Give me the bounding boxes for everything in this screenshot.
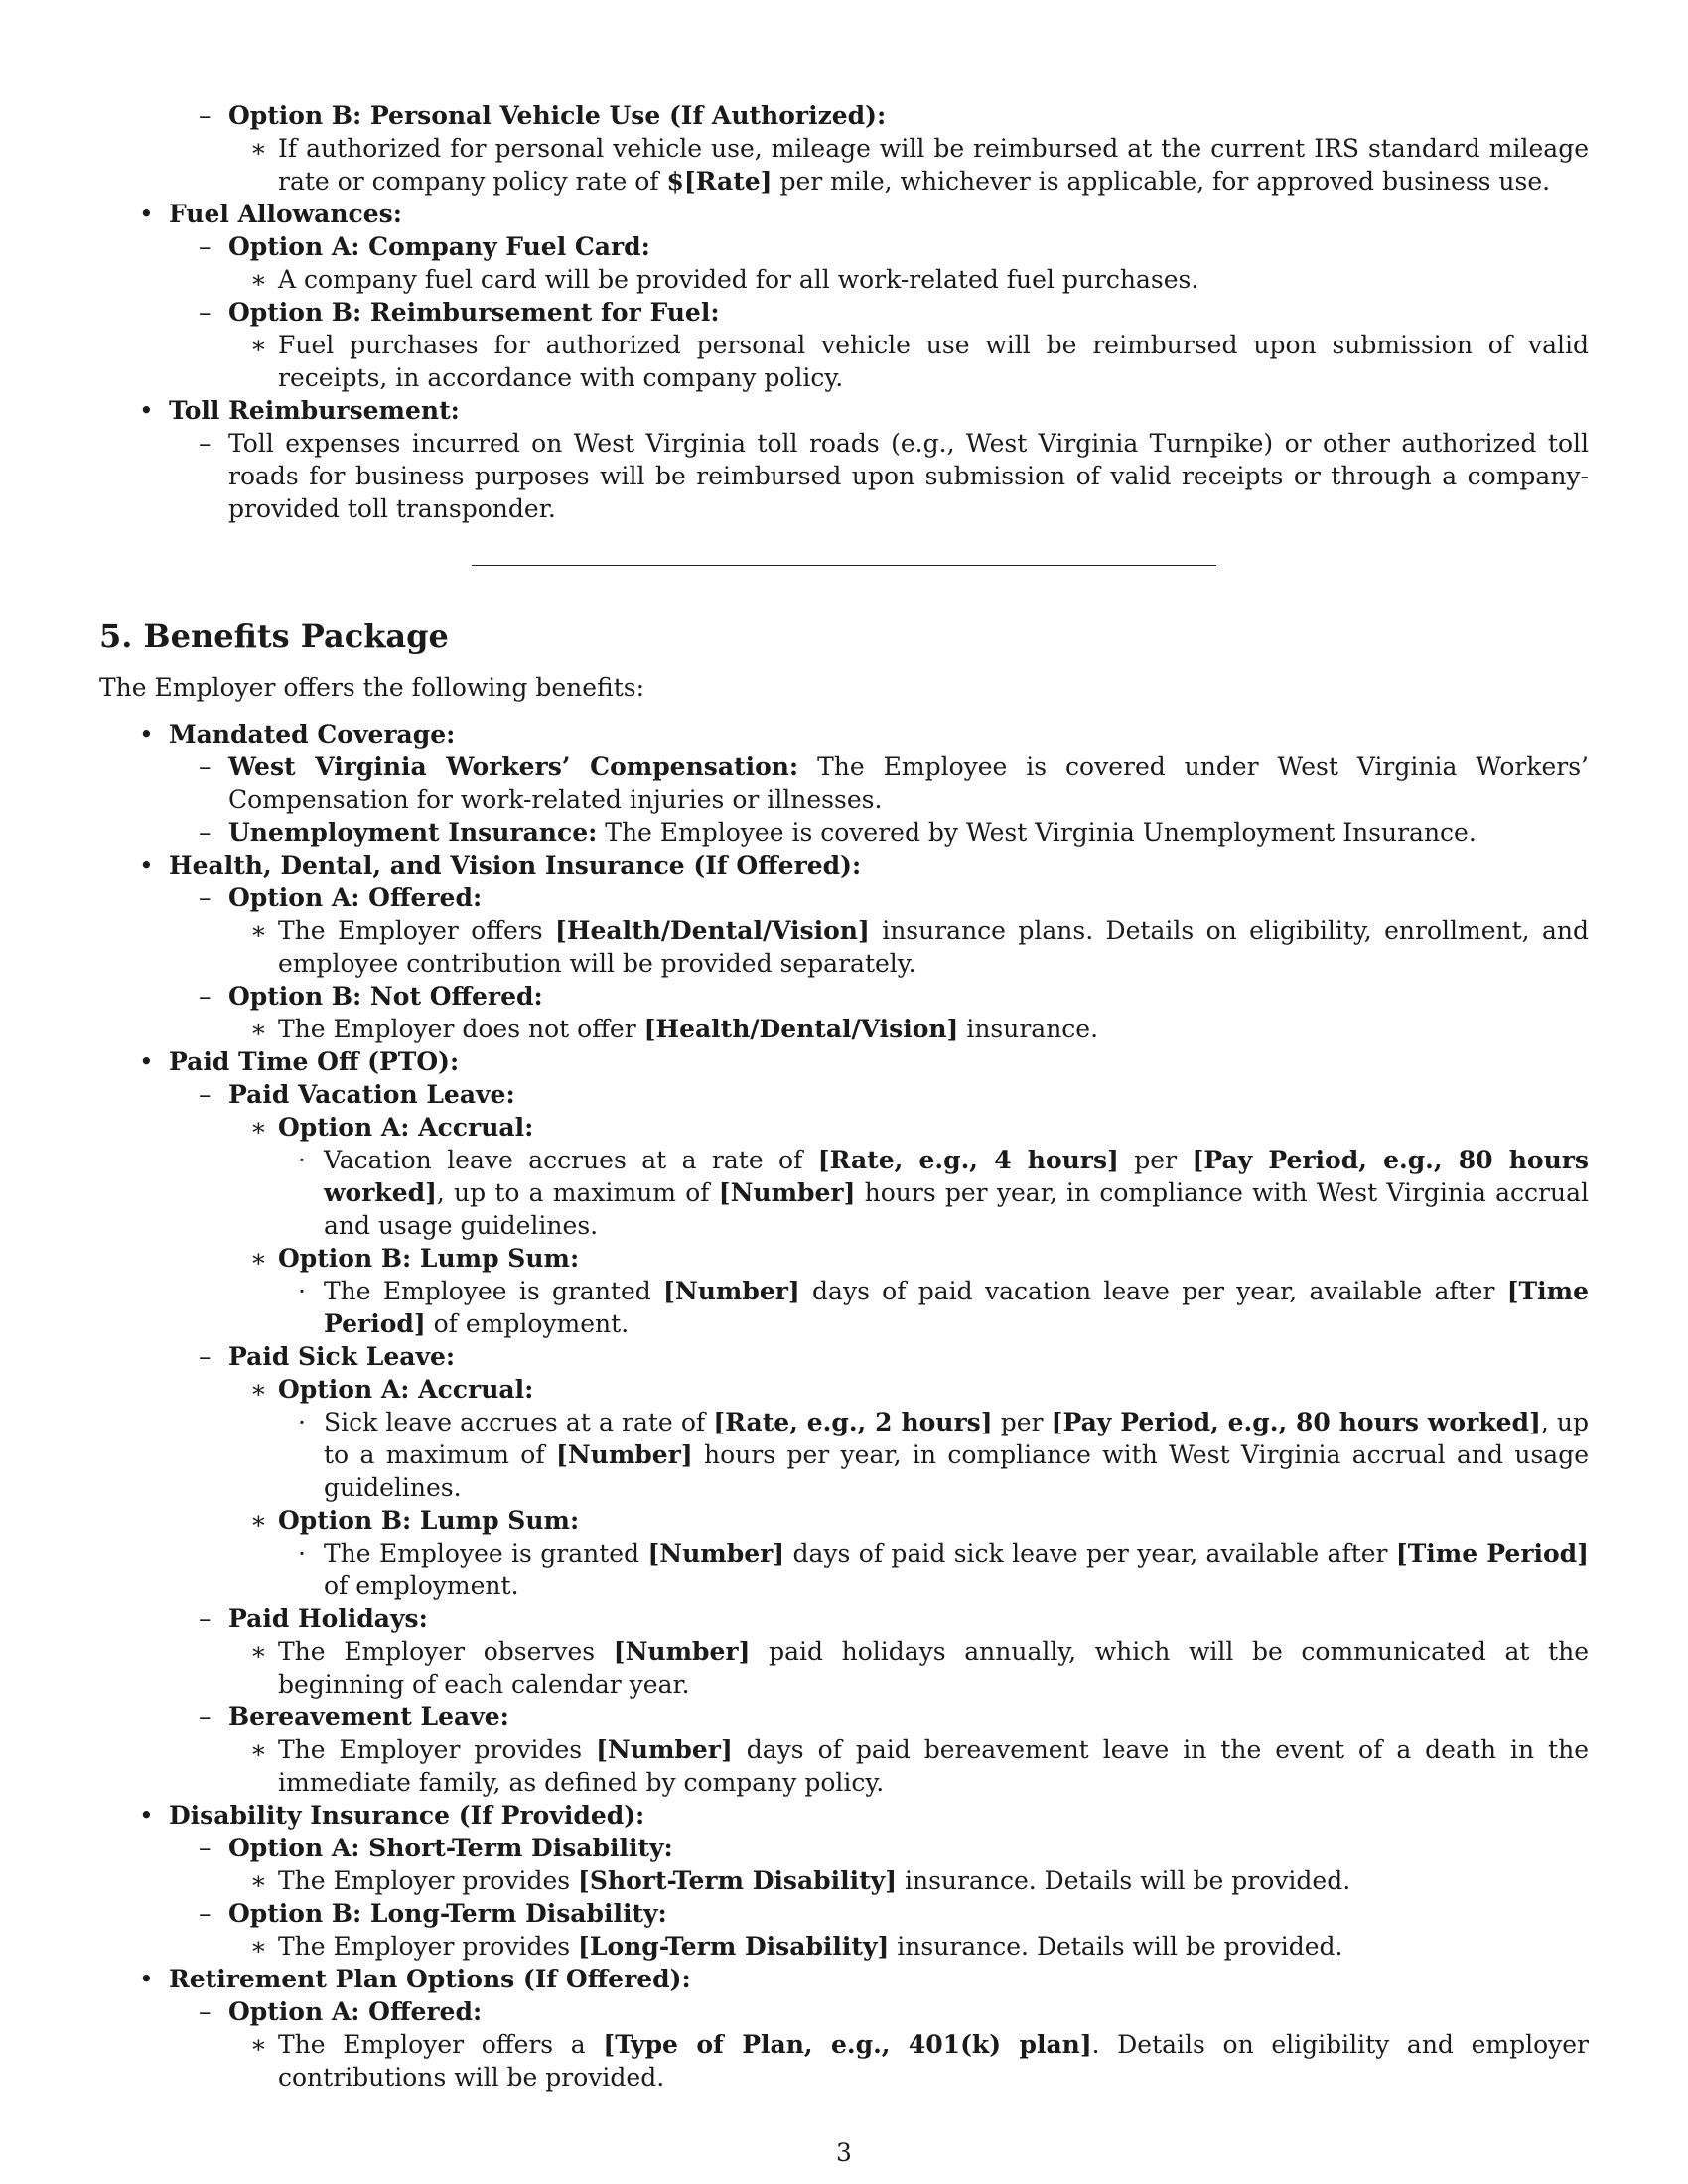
star-marker: ∗ xyxy=(250,265,267,294)
label: Unemployment Insurance: xyxy=(228,818,598,847)
text: The Employer provides xyxy=(278,1866,579,1895)
option-label: Option A: Short-Term Disability: xyxy=(228,1834,673,1862)
vacation-option-b xyxy=(99,1242,1589,1275)
placeholder: [Number] xyxy=(555,1440,693,1469)
star-marker: ∗ xyxy=(250,1244,267,1273)
paid-time-off xyxy=(99,1045,1589,1078)
disability-option-a-text xyxy=(99,1864,1589,1897)
dash-marker: – xyxy=(199,818,211,847)
text: hours per year, in compliance with West Virginia accrual and usage guidelines. xyxy=(324,1178,1589,1240)
text: The Employer provides xyxy=(278,1932,579,1961)
fuel-option-a xyxy=(99,230,1589,263)
option-label: Option B: Reimbursement for Fuel: xyxy=(228,298,720,327)
text: Fuel purchases for authorized personal vehicle use will be reimbursed upon submission of valid receipts, in accordance with company policy. xyxy=(278,331,1589,392)
star-marker: ∗ xyxy=(250,1735,267,1764)
horizontal-rule xyxy=(472,565,1216,566)
option-b-personal-vehicle xyxy=(99,99,1589,132)
option-label: Option B: Lump Sum: xyxy=(278,1244,580,1273)
fuel-option-b xyxy=(99,296,1589,329)
text: hours per year, in compliance with West Virginia accrual and usage guidelines. xyxy=(324,1440,1590,1502)
text: days of paid bereavement leave in the event of a death in the immediate family, as defined by company policy. xyxy=(278,1735,1589,1797)
toll-reimbursement-text xyxy=(99,427,1589,525)
text: The Employee is granted xyxy=(324,1539,648,1568)
placeholder: [Health/Dental/Vision] xyxy=(643,1015,959,1043)
star-marker: ∗ xyxy=(250,1866,267,1895)
bullet-marker: • xyxy=(139,1801,154,1830)
sick-option-a xyxy=(99,1373,1589,1406)
text: The Employee is covered by West Virginia Unemployment Insurance. xyxy=(597,818,1477,847)
option-label: Option B: Long-Term Disability: xyxy=(228,1899,667,1928)
toll-reimbursement xyxy=(99,394,1589,427)
star-marker: ∗ xyxy=(250,134,267,163)
bullet-marker: • xyxy=(139,1965,154,1993)
placeholder: [Number] xyxy=(596,1735,733,1764)
mandated-coverage xyxy=(99,718,1589,751)
option-label: Option A: Offered: xyxy=(228,1997,483,2026)
sick-leave xyxy=(99,1340,1589,1373)
text: The Employer offers a xyxy=(278,2030,604,2059)
option-label: Paid Holidays: xyxy=(228,1604,428,1633)
star-marker: ∗ xyxy=(250,1506,267,1535)
dash-marker: – xyxy=(199,1604,211,1633)
vacation-leave xyxy=(99,1078,1589,1111)
text: insurance. Details will be provided. xyxy=(897,1866,1351,1895)
fuel-allowances xyxy=(99,198,1589,230)
bullet-marker: • xyxy=(139,1047,154,1076)
bullet-marker: • xyxy=(139,851,154,880)
disability-option-b-text xyxy=(99,1930,1589,1963)
health-option-a xyxy=(99,882,1589,914)
text: Vacation leave accrues at a rate of xyxy=(324,1146,818,1174)
dash-marker: – xyxy=(199,1080,211,1109)
star-marker: ∗ xyxy=(250,2030,267,2059)
option-label: Option B: Not Offered: xyxy=(228,982,543,1011)
text: The Employer does not offer xyxy=(278,1015,644,1043)
dash-marker: – xyxy=(199,1997,211,2026)
bullet-marker: • xyxy=(139,720,154,749)
vacation-option-a-text xyxy=(99,1144,1589,1242)
placeholder: [Type of Plan, e.g., 401(k) plan] xyxy=(603,2030,1092,2059)
item-title: Fuel Allowances: xyxy=(169,200,402,228)
option-label: Option A: Offered: xyxy=(228,884,483,912)
placeholder: [Short-Term Disability] xyxy=(578,1866,898,1895)
option-label: Option B: Lump Sum: xyxy=(278,1506,580,1535)
text: of employment. xyxy=(324,1571,519,1600)
disability-insurance xyxy=(99,1799,1589,1832)
text: The Employer observes xyxy=(278,1637,614,1666)
page-number: 3 xyxy=(836,2138,852,2167)
disability-option-a xyxy=(99,1832,1589,1864)
bullet-marker: • xyxy=(139,396,154,425)
option-b-personal-vehicle-text xyxy=(99,132,1589,198)
placeholder: [Number] xyxy=(718,1178,856,1207)
option-label: Option B: Personal Vehicle Use (If Authorized): xyxy=(228,101,887,130)
document-page xyxy=(99,99,1589,2094)
sick-option-a-text xyxy=(99,1406,1589,1504)
placeholder: [Pay Period, e.g., 80 hours worked] xyxy=(324,1146,1590,1207)
text: If authorized for personal vehicle use, mileage will be reimbursed at the current IRS standard mileage rate or company policy rate of xyxy=(278,134,1589,196)
bullet-marker: • xyxy=(139,200,154,228)
bereavement-leave-text xyxy=(99,1733,1589,1799)
dash-marker: – xyxy=(199,1834,211,1862)
dash-marker: – xyxy=(199,1899,211,1928)
dash-marker: – xyxy=(199,884,211,912)
text: A company fuel card will be provided for all work-related fuel purchases. xyxy=(278,265,1199,294)
star-marker: ∗ xyxy=(250,331,267,359)
vacation-option-b-text xyxy=(99,1275,1589,1340)
option-label: Option A: Company Fuel Card: xyxy=(228,232,650,261)
placeholder: [Time Period] xyxy=(324,1277,1589,1338)
unemployment-insurance xyxy=(99,816,1589,849)
dot-marker: · xyxy=(298,1277,306,1305)
star-marker: ∗ xyxy=(250,1932,267,1961)
dot-marker: · xyxy=(298,1539,306,1568)
text: days of paid sick leave per year, available after xyxy=(784,1539,1396,1568)
text: per xyxy=(992,1408,1052,1436)
placeholder: [Rate, e.g., 2 hours] xyxy=(713,1408,993,1436)
placeholder: [Number] xyxy=(613,1637,751,1666)
text: days of paid vacation leave per year, available after xyxy=(799,1277,1507,1305)
placeholder: [Number] xyxy=(663,1277,800,1305)
text: per mile, whichever is applicable, for approved business use. xyxy=(772,167,1551,196)
text: insurance plans. Details on eligibility, enrollment, and employee contribution will be provided separately. xyxy=(278,916,1589,978)
option-label: Option A: Accrual: xyxy=(278,1113,534,1142)
star-marker: ∗ xyxy=(250,1637,267,1666)
placeholder: [Time Period] xyxy=(1395,1539,1589,1568)
item-title: Toll Reimbursement: xyxy=(169,396,460,425)
placeholder: [Health/Dental/Vision] xyxy=(555,916,870,945)
star-marker: ∗ xyxy=(250,1375,267,1404)
item-title: Health, Dental, and Vision Insurance (If Offered): xyxy=(169,851,862,880)
sick-option-b-text xyxy=(99,1537,1589,1602)
retirement-option-a-text xyxy=(99,2028,1589,2094)
text: per xyxy=(1118,1146,1193,1174)
dot-marker: · xyxy=(298,1408,306,1436)
bereavement-leave xyxy=(99,1701,1589,1733)
dash-marker: – xyxy=(199,1703,211,1731)
text: The Employer provides xyxy=(278,1735,597,1764)
dot-marker: · xyxy=(298,1146,306,1174)
health-option-b xyxy=(99,980,1589,1013)
placeholder: [Long-Term Disability] xyxy=(578,1932,890,1961)
dash-marker: – xyxy=(199,232,211,261)
star-marker: ∗ xyxy=(250,916,267,945)
text: The Employee is granted xyxy=(324,1277,664,1305)
text: The Employer offers xyxy=(278,916,556,945)
health-insurance xyxy=(99,849,1589,882)
text: , up to a maximum of xyxy=(324,1408,1590,1469)
star-marker: ∗ xyxy=(250,1113,267,1142)
item-title: Mandated Coverage: xyxy=(169,720,456,749)
item-title: Paid Time Off (PTO): xyxy=(169,1047,460,1076)
vacation-option-a xyxy=(99,1111,1589,1144)
option-label: Bereavement Leave: xyxy=(228,1703,509,1731)
dash-marker: – xyxy=(199,429,211,458)
health-option-a-text xyxy=(99,914,1589,980)
dash-marker: – xyxy=(199,1342,211,1371)
dash-marker: – xyxy=(199,982,211,1011)
text: The Employee is covered under West Virginia Workers’ Compensation for work-related injuries or illnesses. xyxy=(228,752,1589,814)
option-label: Paid Sick Leave: xyxy=(228,1342,456,1371)
text: , up to a maximum of xyxy=(436,1178,719,1207)
workers-comp xyxy=(99,751,1589,816)
text: . Details on eligibility and employer contributions will be provided. xyxy=(278,2030,1590,2092)
placeholder: $[Rate] xyxy=(666,167,773,196)
option-label: Paid Vacation Leave: xyxy=(228,1080,515,1109)
retirement-plan xyxy=(99,1963,1589,1995)
text: of employment. xyxy=(425,1309,630,1338)
text: insurance. xyxy=(958,1015,1099,1043)
fuel-option-a-text xyxy=(99,263,1589,296)
label: West Virginia Workers’ Compensation: xyxy=(228,752,799,781)
placeholder: [Pay Period, e.g., 80 hours worked] xyxy=(1051,1408,1541,1436)
section-heading: 5. Benefits Package xyxy=(99,617,449,655)
paid-holidays xyxy=(99,1602,1589,1635)
dash-marker: – xyxy=(199,752,211,781)
retirement-option-a xyxy=(99,1995,1589,2028)
placeholder: [Number] xyxy=(647,1539,785,1568)
dash-marker: – xyxy=(199,101,211,130)
section-intro: The Employer offers the following benefits: xyxy=(99,673,645,702)
text: paid holidays annually, which will be communicated at the beginning of each calendar year. xyxy=(278,1637,1589,1699)
placeholder: [Rate, e.g., 4 hours] xyxy=(817,1146,1119,1174)
sick-option-b xyxy=(99,1504,1589,1537)
text: insurance. Details will be provided. xyxy=(889,1932,1343,1961)
dash-marker: – xyxy=(199,298,211,327)
paid-holidays-text xyxy=(99,1635,1589,1701)
item-title: Disability Insurance (If Provided): xyxy=(169,1801,645,1830)
health-option-b-text xyxy=(99,1013,1589,1045)
text: Sick leave accrues at a rate of xyxy=(324,1408,714,1436)
item-title: Retirement Plan Options (If Offered): xyxy=(169,1965,691,1993)
text: Toll expenses incurred on West Virginia toll roads (e.g., West Virginia Turnpike) or other authorized toll roads for business purposes will be reimbursed upon submission of valid receipts or through a company-provided toll transponder. xyxy=(228,429,1589,523)
star-marker: ∗ xyxy=(250,1015,267,1043)
disability-option-b xyxy=(99,1897,1589,1930)
option-label: Option A: Accrual: xyxy=(278,1375,534,1404)
fuel-option-b-text xyxy=(99,329,1589,394)
